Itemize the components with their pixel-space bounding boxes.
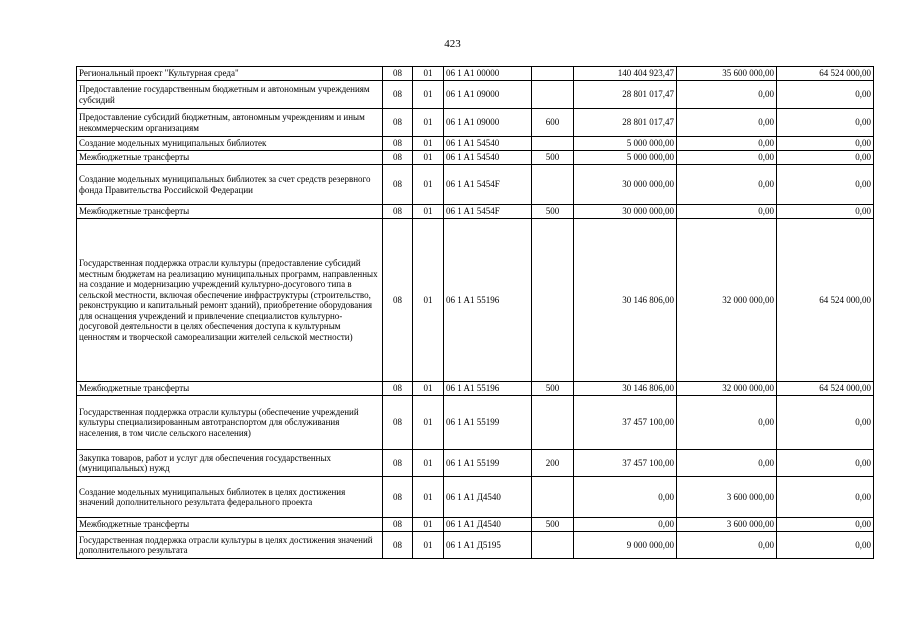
row-amount-2: 0,00	[677, 205, 777, 219]
row-amount-1: 37 457 100,00	[574, 450, 677, 477]
row-target-article: 06 1 A1 54540	[444, 151, 532, 165]
table-row	[77, 81, 874, 109]
row-amount-2: 32 000 000,00	[677, 219, 777, 382]
row-amount-3: 0,00	[777, 396, 874, 450]
row-section: 08	[383, 396, 413, 450]
row-target-article: 06 1 A1 Д5195	[444, 532, 532, 559]
row-name: Создание модельных муниципальных библиотек за счет средств резервного фонда Правительства Российской Федерации	[77, 165, 383, 205]
row-amount-3: 0,00	[777, 450, 874, 477]
row-amount-2: 35 600 000,00	[677, 67, 777, 81]
row-subsection: 01	[413, 109, 444, 137]
row-amount-3: 0,00	[777, 205, 874, 219]
row-amount-1: 37 457 100,00	[574, 396, 677, 450]
row-target-article: 06 1 A1 09000	[444, 81, 532, 109]
row-subsection: 01	[413, 81, 444, 109]
row-amount-3: 0,00	[777, 477, 874, 518]
table-row	[77, 382, 874, 396]
row-expense-type	[532, 137, 574, 151]
row-subsection: 01	[413, 518, 444, 532]
row-amount-2: 3 600 000,00	[677, 518, 777, 532]
row-amount-3: 64 524 000,00	[777, 67, 874, 81]
row-name: Государственная поддержка отрасли культуры (обеспечение учреждений культуры специализированным автотранспортом для обслуживания населения, в том числе сельского населения)	[77, 396, 383, 450]
row-section: 08	[383, 382, 413, 396]
row-expense-type	[532, 165, 574, 205]
row-amount-1: 140 404 923,47	[574, 67, 677, 81]
row-amount-3: 0,00	[777, 109, 874, 137]
row-expense-type: 500	[532, 151, 574, 165]
row-expense-type: 200	[532, 450, 574, 477]
row-amount-1: 28 801 017,47	[574, 81, 677, 109]
row-amount-3: 0,00	[777, 532, 874, 559]
row-name: Государственная поддержка отрасли культуры (предоставление субсидий местным бюджетам на реализацию муниципальных программ, направленных на создание и модернизацию учреждений культурно-досугового типа в сельской местности, включая обеспечение инфраструктуры (строительство, реконструкцию и капитальный ремонт зданий), приобретение оборудования для оснащения учреждений и привлечение специалистов культурно-досуговой деятельности в целях обеспечения доступа к культурным ценностям и творческой самореализации жителей сельской местности)	[77, 219, 383, 382]
table-row	[77, 532, 874, 559]
table-row	[77, 518, 874, 532]
row-target-article: 06 1 A1 55196	[444, 382, 532, 396]
row-name: Межбюджетные трансферты	[77, 151, 383, 165]
row-amount-2: 0,00	[677, 165, 777, 205]
row-name: Межбюджетные трансферты	[77, 205, 383, 219]
row-target-article: 06 1 A1 5454F	[444, 205, 532, 219]
row-amount-2: 0,00	[677, 532, 777, 559]
row-section: 08	[383, 151, 413, 165]
table-row	[77, 450, 874, 477]
row-target-article: 06 1 A1 54540	[444, 137, 532, 151]
row-target-article: 06 1 A1 5454F	[444, 165, 532, 205]
row-subsection: 01	[413, 205, 444, 219]
row-amount-3: 0,00	[777, 151, 874, 165]
row-target-article: 06 1 A1 55199	[444, 450, 532, 477]
row-expense-type	[532, 81, 574, 109]
row-subsection: 01	[413, 532, 444, 559]
row-name: Государственная поддержка отрасли культуры в целях достижения значений дополнительного результата	[77, 532, 383, 559]
row-target-article: 06 1 A1 55196	[444, 219, 532, 382]
row-name: Предоставление субсидий бюджетным, автономным учреждениям и иным некоммерческим организациям	[77, 109, 383, 137]
row-section: 08	[383, 477, 413, 518]
row-amount-2: 3 600 000,00	[677, 477, 777, 518]
row-amount-3: 64 524 000,00	[777, 219, 874, 382]
row-section: 08	[383, 532, 413, 559]
row-amount-1: 0,00	[574, 477, 677, 518]
row-section: 08	[383, 450, 413, 477]
row-expense-type	[532, 477, 574, 518]
row-amount-1: 30 000 000,00	[574, 165, 677, 205]
row-amount-3: 64 524 000,00	[777, 382, 874, 396]
row-section: 08	[383, 81, 413, 109]
row-amount-2: 0,00	[677, 151, 777, 165]
row-amount-1: 5 000 000,00	[574, 137, 677, 151]
row-subsection: 01	[413, 137, 444, 151]
row-target-article: 06 1 A1 Д4540	[444, 477, 532, 518]
row-subsection: 01	[413, 165, 444, 205]
row-section: 08	[383, 205, 413, 219]
table-row	[77, 396, 874, 450]
row-amount-2: 0,00	[677, 109, 777, 137]
row-subsection: 01	[413, 396, 444, 450]
row-amount-1: 0,00	[574, 518, 677, 532]
row-expense-type	[532, 396, 574, 450]
row-amount-1: 30 000 000,00	[574, 205, 677, 219]
row-amount-2: 0,00	[677, 81, 777, 109]
row-subsection: 01	[413, 450, 444, 477]
row-expense-type	[532, 532, 574, 559]
row-section: 08	[383, 518, 413, 532]
row-name: Межбюджетные трансферты	[77, 382, 383, 396]
row-name: Предоставление государственным бюджетным и автономным учреждениям субсидий	[77, 81, 383, 109]
page-number: 423	[444, 38, 461, 50]
row-amount-1: 30 146 806,00	[574, 219, 677, 382]
row-section: 08	[383, 219, 413, 382]
row-amount-2: 0,00	[677, 137, 777, 151]
row-amount-2: 0,00	[677, 396, 777, 450]
table-row	[77, 477, 874, 518]
row-amount-1: 9 000 000,00	[574, 532, 677, 559]
row-target-article: 06 1 A1 00000	[444, 67, 532, 81]
row-name: Создание модельных муниципальных библиотек	[77, 137, 383, 151]
row-subsection: 01	[413, 67, 444, 81]
row-amount-3: 0,00	[777, 137, 874, 151]
row-amount-1: 28 801 017,47	[574, 109, 677, 137]
row-section: 08	[383, 109, 413, 137]
table-row	[77, 67, 874, 81]
row-amount-3: 0,00	[777, 81, 874, 109]
budget-table	[76, 66, 874, 559]
row-name: Закупка товаров, работ и услуг для обеспечения государственных (муниципальных) нужд	[77, 450, 383, 477]
row-amount-1: 30 146 806,00	[574, 382, 677, 396]
row-amount-1: 5 000 000,00	[574, 151, 677, 165]
table-row	[77, 137, 874, 151]
row-section: 08	[383, 165, 413, 205]
row-subsection: 01	[413, 382, 444, 396]
table-row	[77, 219, 874, 382]
row-amount-3: 0,00	[777, 165, 874, 205]
table-row	[77, 151, 874, 165]
row-expense-type: 500	[532, 518, 574, 532]
row-target-article: 06 1 A1 55199	[444, 396, 532, 450]
table-row	[77, 165, 874, 205]
table-row	[77, 109, 874, 137]
row-amount-2: 32 000 000,00	[677, 382, 777, 396]
row-subsection: 01	[413, 477, 444, 518]
row-expense-type: 600	[532, 109, 574, 137]
row-name: Межбюджетные трансферты	[77, 518, 383, 532]
row-amount-3: 0,00	[777, 518, 874, 532]
row-target-article: 06 1 A1 09000	[444, 109, 532, 137]
row-name: Региональный проект "Культурная среда"	[77, 67, 383, 81]
row-subsection: 01	[413, 219, 444, 382]
row-expense-type	[532, 67, 574, 81]
row-section: 08	[383, 67, 413, 81]
row-subsection: 01	[413, 151, 444, 165]
table-row	[77, 205, 874, 219]
row-amount-2: 0,00	[677, 450, 777, 477]
row-expense-type: 500	[532, 205, 574, 219]
row-target-article: 06 1 A1 Д4540	[444, 518, 532, 532]
row-expense-type	[532, 219, 574, 382]
row-name: Создание модельных муниципальных библиотек в целях достижения значений дополнительного результата федерального проекта	[77, 477, 383, 518]
row-section: 08	[383, 137, 413, 151]
row-expense-type: 500	[532, 382, 574, 396]
